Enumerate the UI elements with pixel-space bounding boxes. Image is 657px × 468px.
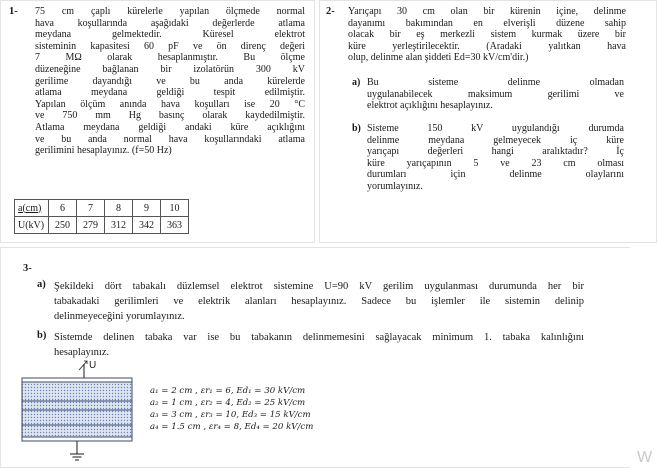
layer-1-parameters: a₁ = 2 cm , εr₁ = 6, Ed₁ = 30 kV/cm [150,386,306,396]
question-1-line: sisteminin kapasitesi 60 pF ve ön direnç değeri [35,40,305,52]
question-3-panel [0,247,630,468]
question-1-line: ve bu anda normal hava koşullarındaki atlama [35,133,305,145]
question-2a-line: uygulanabilecek maksimum gerilimi ve [367,88,624,100]
question-2b-label: b) [352,123,361,134]
layer-3-parameters: a₃ = 3 cm , εr₃ = 10, Ed₃ = 15 kV/cm [150,410,311,420]
question-3a-line: tabakadaki gerilimleri ve elektrik alanları hesaplayınız. Sadece bu işlemler ile sistemin delinip [54,296,584,307]
question-1-line: düzeneğine bağlanan bir izolatörün 300 kV [35,63,305,75]
question-2a-label: a) [352,77,361,88]
top-electrode [22,378,132,382]
ground-icon [70,454,84,460]
dielectric-layer-4 [22,425,132,437]
question-1-line: Atlama meydana geldiği andaki küre açıklığını [35,121,305,133]
voltage-arrow-icon [79,361,87,370]
table-cell: 6 [49,200,77,217]
question-2-intro [348,6,626,64]
question-2b-line: yarıçapı değerleri hangi aralıktadır? İç [367,146,624,158]
question-2b-line: yorumlayınız. [367,180,423,192]
dielectric-layer-2 [22,401,132,410]
question-2b-line: küre yarıçapının 5 ve 23 cm olması [367,157,624,169]
question-2b-line: Sisteme 150 kV uygulandığı durumda [367,123,624,134]
question-2-line: Yarıçapı 30 cm olan bir kürenin içine, delinme [348,6,626,17]
question-2-line: küre yerleştirilecektir. (Aradaki yalıtkan hava [348,40,626,52]
question-1-line: 75 cm çaplı kürelerle yapılan ölçmede normal [35,6,305,17]
question-3-number: 3- [23,263,32,274]
question-2a-line: Bu sisteme delinme olmadan [367,77,624,88]
dielectric-layer-1 [22,382,132,401]
dielectric-layer-3 [22,410,132,425]
table-cell: 9 [133,200,161,217]
layered-electrode-figure [21,356,141,468]
question-1-panel [0,0,315,243]
question-2a [352,77,626,113]
question-2a-text [367,77,624,112]
question-1-line: gerilimini hesaplayınız. (f=50 Hz) [35,145,172,157]
table-cell: 8 [105,200,133,217]
question-1-line: gerilime dayandığı ve bu anda kürelerde [35,75,305,87]
question-2b [352,123,626,195]
question-2b-line: durumları için delinme olaylarını [367,169,624,181]
question-2-line: olacak bir eş merkezli sistem kurmak üzere bir [348,29,626,41]
table-cell: 7 [77,200,105,217]
table-row-gap [15,200,189,217]
question-2-line: dayanımı bakımından en elverişli düzene sahip [348,17,626,29]
watermark: W [637,449,653,466]
question-3a-text [54,279,584,324]
question-1-line: meydana gelmektedir. Küresel elektrot [35,29,305,41]
question-1-text [35,6,305,157]
question-1-line: atlama meydana geldiği tespit edilmiştir. [35,87,305,99]
layer-4-parameters: a₄ = 1.5 cm , εr₄ = 8, Ed₄ = 20 kV/cm [150,422,314,432]
table-cell: 250 [49,217,77,234]
question-3b-line: Sistemde delinen tabaka var ise bu tabakanın delinmemesini sağlayacak minimum 1. tabaka kalınlığını [54,332,584,343]
table-header-voltage: U(kV) [15,217,49,234]
question-2b-line: delinme meydana gelmeyecek iç küre [367,134,624,146]
table-cell: 10 [161,200,189,217]
layer-2-parameters: a₂ = 1 cm , εr₂ = 4, Ed₂ = 25 kV/cm [150,398,306,408]
question-1-line: Yapılan ölçüm anında hava koşulları ise 20 °C [35,98,305,110]
question-1-line: 7 MΩ olarak hesaplanmıştır. Bu ölçme [35,52,305,64]
table-cell: 363 [161,217,189,234]
question-3a-line: delinmeyeceğini yorumlayınız. [54,311,185,322]
question-1-number: 1- [9,6,18,17]
table-cell: 342 [133,217,161,234]
gap-voltage-table [14,199,189,234]
question-2a-line: elektrot açıklığını hesaplayınız. [367,100,493,112]
voltage-label: U [89,360,97,371]
question-2b-text [367,123,624,193]
question-3a-label: a) [37,279,46,290]
question-2-panel [319,0,657,243]
question-1-line: hava koşullarında aşağıdaki değerlerde atlama [35,17,305,29]
bottom-electrode [22,437,132,441]
table-row-voltage [15,217,189,234]
question-3b-label: b) [37,330,47,341]
question-2-line: olup, delinme alan şiddeti Ed=30 kV/cm'dir.) [348,52,529,64]
table-cell: 312 [105,217,133,234]
question-2-number: 2- [326,6,335,17]
question-1-line: ve 750 mm Hg basınç olarak kaydedilmiştir. [35,110,305,122]
table-cell: 279 [77,217,105,234]
table-header-gap: a(cm) [15,200,49,217]
question-3a-line: Şekildeki dört tabakalı düzlemsel elektrot sistemine U=90 kV gerilim uygulanması durumunda her bir [54,281,584,292]
question-3b-line: hesaplayınız. [54,347,110,358]
